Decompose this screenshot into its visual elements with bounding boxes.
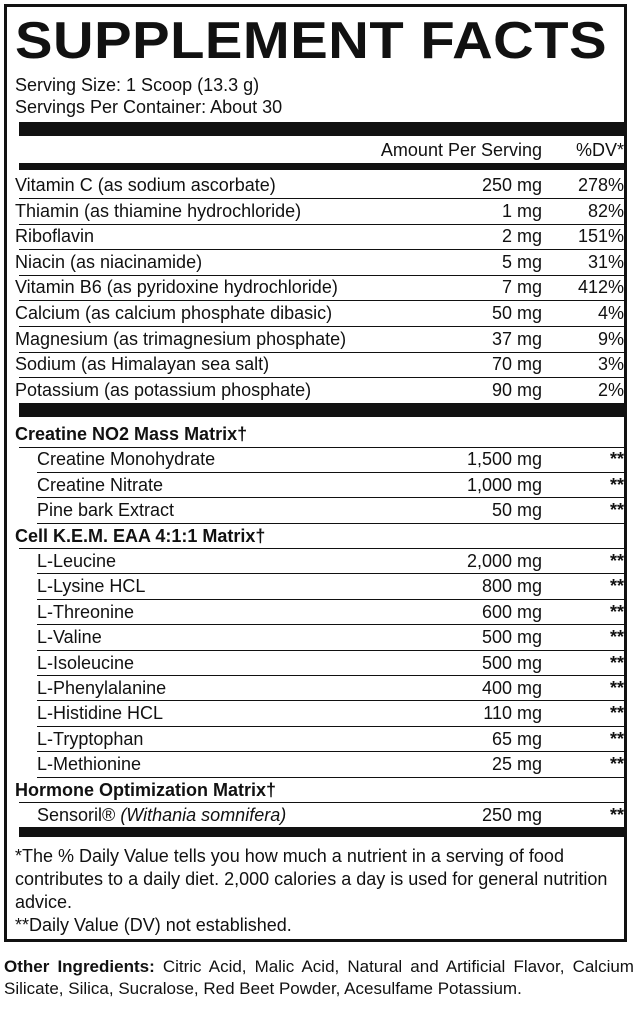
ingredient-name [15, 524, 265, 549]
ingredient-name-text: Vitamin C (as sodium ascorbate) [15, 175, 276, 195]
dv-value: ** [609, 551, 624, 571]
amount-value: 250 mg [481, 175, 542, 195]
ingredient-name-text: Hormone Optimization Matrix† [15, 780, 277, 800]
nutrient-row [15, 378, 624, 403]
amount-value: 25 mg [491, 754, 542, 774]
column-header [15, 138, 624, 162]
dv-value: ** [609, 678, 624, 698]
dv-value: 82% [587, 201, 624, 221]
dv-value: ** [609, 754, 624, 774]
nutrient-row [15, 250, 624, 275]
ingredient-name-text: L-Methionine [37, 754, 142, 774]
amount-value: 65 mg [491, 729, 542, 749]
dv-value: ** [609, 449, 624, 469]
blend-ingredient-row [15, 498, 624, 523]
thick-divider-top [19, 122, 624, 136]
ingredient-name [15, 327, 346, 352]
dv-value: ** [609, 475, 624, 495]
ingredient-name-text: Magnesium (as trimagnesium phosphate) [15, 329, 347, 349]
ingredient-name [15, 352, 269, 377]
ingredient-name [15, 778, 276, 803]
dv-value: ** [609, 602, 624, 622]
thick-divider-bottom [19, 827, 624, 837]
ingredient-name-text: Pine bark Extract [37, 500, 175, 520]
ingredient-name [37, 701, 163, 726]
botanical-name: (Withania somnifera) [120, 805, 287, 825]
nutrient-row [15, 173, 624, 198]
servings-per-container: Servings Per Container: About 30 [15, 97, 283, 117]
amount-value: 37 mg [491, 329, 542, 349]
serving-size: Serving Size: 1 Scoop (13.3 g) [15, 75, 260, 95]
ingredient-name-text: L-Leucine [37, 551, 117, 571]
dv-value: 412% [577, 277, 624, 297]
ingredient-name-text: L-Threonine [37, 602, 135, 622]
dv-value: ** [609, 576, 624, 596]
ingredient-name [37, 651, 134, 676]
amount-value: 400 mg [481, 678, 542, 698]
amount-value: 70 mg [491, 354, 542, 374]
not-established-footnote: **Daily Value (DV) not established. [15, 915, 292, 935]
other-ingredients-text: Citric Acid, Malic Acid, Natural and Artificial Flavor, Calcium Silicate, Silica, Sucralose, Red Beet Powder, Acesulfame Potassium. [4, 957, 634, 998]
ingredient-name [15, 275, 338, 300]
amount-value: 500 mg [481, 627, 542, 647]
dv-value: 278% [577, 175, 624, 195]
ingredient-name [37, 600, 134, 625]
amount-value: 1,000 mg [466, 475, 542, 495]
blend-ingredient-row [15, 803, 624, 828]
ingredient-name-text: Sensoril® [37, 805, 116, 825]
medium-divider [19, 163, 624, 170]
amount-value: 7 mg [501, 277, 542, 297]
dv-value: ** [609, 500, 624, 520]
ingredient-name [15, 199, 301, 224]
ingredient-name-text: L-Isoleucine [37, 653, 135, 673]
ingredient-name-text: L-Valine [37, 627, 102, 647]
dv-value: 3% [597, 354, 624, 374]
ingredient-name-text: L-Phenylalanine [37, 678, 167, 698]
thick-divider-middle [19, 403, 624, 417]
ingredient-name-text: Calcium (as calcium phosphate dibasic) [15, 303, 333, 323]
other-ingredients-label: Other Ingredients: [4, 957, 155, 976]
blend-ingredient-row [15, 625, 624, 650]
ingredient-name [37, 549, 116, 574]
blend-ingredient-row [15, 651, 624, 676]
nutrient-row [15, 275, 624, 300]
amount-value: 2,000 mg [466, 551, 542, 571]
blend-ingredient-row [15, 447, 624, 472]
amount-value: 90 mg [491, 380, 542, 400]
dv-value: ** [609, 805, 624, 825]
ingredient-name [15, 422, 247, 447]
amount-value: 1,500 mg [466, 449, 542, 469]
ingredient-name [37, 574, 145, 599]
amount-header: Amount Per Serving [380, 140, 542, 160]
ingredient-name [37, 727, 143, 752]
dv-value: 9% [597, 329, 624, 349]
blend-header [15, 422, 624, 447]
blend-ingredient-row [15, 600, 624, 625]
blend-ingredient-row [15, 574, 624, 599]
blend-ingredient-row [15, 701, 624, 726]
blend-ingredient-row [15, 473, 624, 498]
ingredient-name [15, 378, 311, 403]
amount-value: 50 mg [491, 500, 542, 520]
dv-value: 4% [597, 303, 624, 323]
footnotes [15, 845, 615, 937]
dv-value: ** [609, 627, 624, 647]
amount-value: 50 mg [491, 303, 542, 323]
ingredient-name-text: Sodium (as Himalayan sea salt) [15, 354, 270, 374]
blend-header [15, 778, 624, 803]
ingredient-name [37, 676, 166, 701]
nutrient-row [15, 352, 624, 377]
amount-value: 110 mg [483, 703, 542, 723]
ingredient-name [37, 752, 141, 777]
dv-value: 151% [577, 226, 624, 246]
dv-value: 31% [587, 252, 624, 272]
nutrient-row [15, 327, 624, 352]
ingredient-name [15, 173, 276, 198]
ingredient-name-text: Potassium (as potassium phosphate) [15, 380, 312, 400]
dv-value: ** [609, 653, 624, 673]
ingredient-name [37, 625, 102, 650]
amount-value: 5 mg [501, 252, 542, 272]
nutrient-row [15, 301, 624, 326]
ingredient-name-text: Creatine Monohydrate [37, 449, 216, 469]
ingredient-name [15, 301, 332, 326]
amount-value: 600 mg [481, 602, 542, 622]
ingredient-name-text: L-Histidine HCL [37, 703, 164, 723]
ingredient-name [37, 498, 174, 523]
blend-ingredient-row [15, 676, 624, 701]
ingredient-name-text: Niacin (as niacinamide) [15, 252, 203, 272]
ingredient-name-text: Vitamin B6 (as pyridoxine hydrochloride) [15, 277, 338, 297]
ingredient-name-text: L-Tryptophan [37, 729, 144, 749]
amount-value: 2 mg [501, 226, 542, 246]
ingredient-name-text: Thiamin (as thiamine hydrochloride) [15, 201, 302, 221]
blend-ingredient-row [15, 752, 624, 777]
ingredient-name-text: Cell K.E.M. EAA 4:1:1 Matrix† [15, 526, 266, 546]
amount-value: 1 mg [501, 201, 542, 221]
amount-value: 800 mg [481, 576, 542, 596]
blend-ingredient-row [15, 727, 624, 752]
nutrient-row [15, 199, 624, 224]
ingredient-name [37, 447, 215, 472]
ingredient-name [37, 803, 286, 828]
amount-value: 500 mg [481, 653, 542, 673]
ingredient-name-text: L-Lysine HCL [37, 576, 146, 596]
ingredient-name [15, 250, 202, 275]
other-ingredients [4, 956, 634, 1000]
dv-footnote: *The % Daily Value tells you how much a nutrient in a serving of food contributes to a daily diet. 2,000 calories a day is used for general nutrition advice. [15, 846, 608, 912]
panel-title: SUPPLEMENT FACTS [15, 12, 608, 70]
dv-value: 2% [597, 380, 624, 400]
nutrient-row [15, 224, 624, 249]
ingredient-name [37, 473, 163, 498]
amount-value: 250 mg [481, 805, 542, 825]
ingredient-name-text: Riboflavin [15, 226, 95, 246]
blend-header [15, 524, 624, 549]
dv-value: ** [609, 703, 624, 723]
dv-header: %DV* [575, 140, 624, 160]
ingredient-name [15, 224, 94, 249]
ingredient-name-text: Creatine Nitrate [37, 475, 164, 495]
dv-value: ** [609, 729, 624, 749]
ingredient-name-text: Creatine NO2 Mass Matrix† [15, 424, 248, 444]
blend-ingredient-row [15, 549, 624, 574]
